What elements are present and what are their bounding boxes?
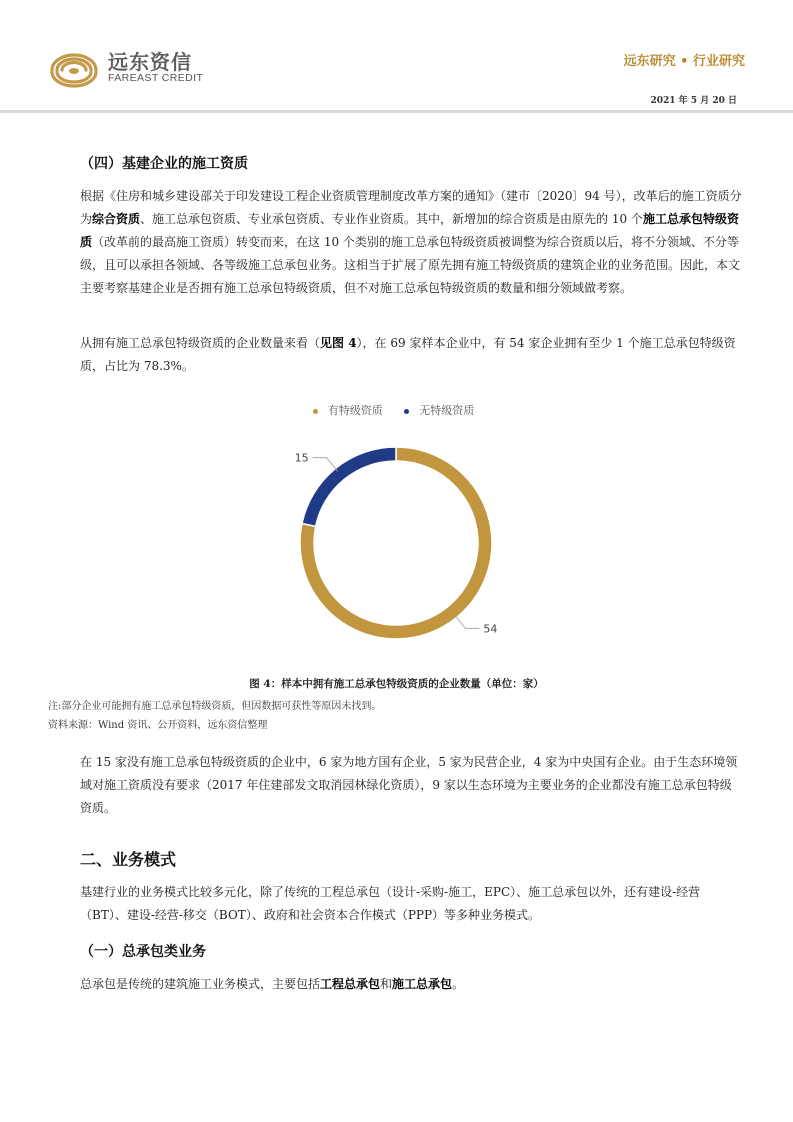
chart-legend [0, 402, 793, 418]
paragraph-qualification-2 [80, 332, 742, 378]
bold-text: 施工总承包 [392, 977, 453, 991]
legend-swatch [404, 409, 409, 414]
section-heading-business-model: 二、业务模式 [80, 850, 177, 869]
brand-name-en: FAREAST CREDIT [108, 72, 204, 84]
paragraph-general-contracting [80, 973, 742, 996]
text-run: 从拥有施工总承包特级资质的企业数量来看（ [80, 336, 321, 350]
paragraph-business-model: 基建行业的业务模式比较多元化，除了传统的工程总承包（设计-采购-施工，EPC）、施工总承包以外，还有建设-经营（BT）、建设-经营-移交（BOT）、政府和社会资本合作模式（PPP）等多种业务模式。 [80, 885, 701, 922]
header-divider [0, 110, 793, 113]
paragraph-no-qualification: 在 15 家没有施工总承包特级资质的企业中，6 家为地方国有企业，5 家为民营企业，4 家为中央国有企业。由于生态环境领域对施工资质没有要求（2017 年住建部发文取消园林绿化资质），9 家以生态环境为主要业务的企业都没有施工总承包特级资质。 [80, 755, 738, 815]
legend-label: 无特级资质 [419, 404, 475, 417]
brand-name-cn: 远东资信 [108, 50, 192, 74]
bold-text: 施工总承包特级资质 [80, 212, 739, 249]
text-run: 总承包是传统的建筑施工业务模式，主要包括 [80, 977, 321, 991]
figure-note: 注:部分企业可能拥有施工总承包特级资质，但因数据可获性等原因未找到。 [48, 701, 382, 712]
text-run: （改革前的最高施工资质）转变而来，在这 10 个类别的施工总承包特级资质被调整为综合资质以后，将不分领域、不分等级，且可以承担各领域、各等级施工总承包业务。这相当于扩展了原先拥有施工特级资质的建筑企业的业务范围。因此，本文主要考察基建企业是否拥有施工总承包特级资质，但不对施工总承包特级资质的数量和细分领域做考察。 [80, 235, 741, 295]
data-label-0: 54 [483, 622, 498, 636]
legend-item-with [313, 404, 389, 417]
subsection-heading-general-contracting: （一）总承包类业务 [80, 944, 206, 960]
report-type: 远东研究 • 行业研究 [623, 54, 745, 69]
paragraph-qualification-1 [80, 185, 742, 300]
report-date: 2021 年 5 月 20 日 [650, 96, 737, 106]
page-header [0, 0, 793, 118]
text-run: ），在 69 家样本企业中，有 54 家企业拥有至少 1 个施工总承包特级资质，占比为 78.3%。 [80, 336, 736, 373]
text-run: 、施工总承包资质、专业承包资质、专业作业资质。其中，新增加的综合资质是由原先的 10 个 [140, 212, 643, 226]
fareast-logo-icon [48, 44, 100, 88]
text-run: 和 [380, 977, 393, 991]
bold-text: 工程总承包 [320, 977, 381, 991]
figure-caption: 图 4：样本中拥有施工总承包特级资质的企业数量（单位：家） [249, 678, 544, 690]
legend-label: 有特级资质 [327, 404, 383, 417]
figure-reference: 见图 4 [320, 336, 357, 350]
text-run: 根据《住房和城乡建设部关于印发建设工程企业资质管理制度改革方案的通知》（建市〔2020〕94 号），改革后的施工资质分为 [80, 189, 742, 226]
section-heading-qualification: （四）基建企业的施工资质 [80, 156, 248, 172]
legend-item-without [404, 404, 480, 417]
donut-chart [0, 430, 793, 660]
legend-swatch [313, 409, 318, 414]
figure-source: 资料来源：Wind 资讯、公开资料，远东资信整理 [48, 720, 268, 731]
bold-text: 综合资质 [92, 212, 141, 226]
donut-slice-1 [302, 447, 396, 526]
text-run: 。 [452, 977, 465, 991]
data-label-1: 15 [294, 451, 309, 465]
